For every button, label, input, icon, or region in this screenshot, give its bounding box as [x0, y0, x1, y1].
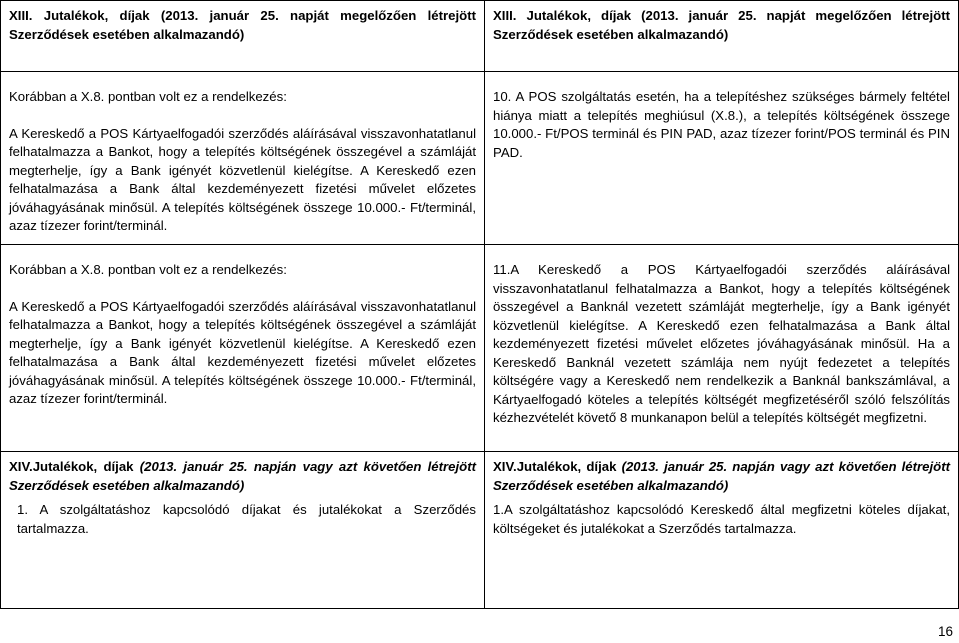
section-heading: XIV.Jutalékok, díjak (2013. január 25. napján vagy azt követően létrejött Szerződések esetében alkalmazandó) [9, 459, 477, 493]
page-number: 16 [937, 623, 953, 639]
section-heading: XIII. Jutalékok, díjak (2013. január 25. napját megelőzően létrejött Szerződések esetében alkalmazandó) [493, 8, 950, 42]
row1-right-cell [484, 0, 959, 72]
intro-text: Korábban a X.8. pontban volt ez a rendelkezés: [9, 262, 287, 277]
row4-right-cell [484, 451, 959, 609]
row2-right-cell [484, 71, 959, 245]
row4-left-cell [0, 451, 485, 609]
paragraph: 10. A POS szolgáltatás esetén, ha a telepítéshez szükséges bármely feltétel hiánya miatt a telepítés meghiúsul (X.8.), a telepítés költségének összege 10.000.- Ft/POS terminál és PIN PAD, azaz tízezer forint/POS terminál és PIN PAD. [493, 89, 950, 160]
section-heading: XIII. Jutalékok, díjak (2013. január 25. napját megelőzően létrejött Szerződések esetében alkalmazandó) [9, 8, 476, 42]
paragraph: A Kereskedő a POS Kártyaelfogadói szerződés aláírásával visszavonhatatlanul felhatalmazza a Bankot, hogy a telepítés költségének összegével a számláját megterhelje, így a Bank igényét közvetlenül kielégítse. A Kereskedő ezen felhatalmazása a Bank által kezdeményezett fizetési művelet előzetes jóváhagyásának minősül. A telepítés költségének összege 10.000.- Ft/terminál, azaz tízezer forint/terminál. [9, 298, 476, 406]
row3-right-cell [484, 244, 959, 452]
paragraph: 11.A Kereskedő a POS Kártyaelfogadói szerződés aláírásával visszavonhatatlanul felhatalmazza a Bankot, hogy a telepítés költségének összegével a Banknál vezetett számláját megterhelje, így a Bank igényét közvetlenül kielégítse. A Kereskedő ezen felhatalmazása a Bank által kezdeményezett fizetési művelet előzetes jóváhagyásának minősül. Ha a Kereskedő Banknál vezetett számlája nem nyújt fedezetet a telepítés költségére vagy a Kereskedő nem rendelkezik a Banknál bankszámlával, a Kártyaelfogadó köteles a telepítés költségét megfizetéséről szóló felszólítás kézhezvételét követő 8 munkanapon belül a telepítés költségét megfizetni. [493, 262, 950, 425]
paragraph: 1. A szolgáltatáshoz kapcsolódó díjakat és jutalékokat a Szerződés tartalmazza. [17, 502, 476, 536]
intro-text: Korábban a X.8. pontban volt ez a rendelkezés: [9, 89, 287, 104]
row1-left-cell [0, 0, 485, 72]
paragraph: 1.A szolgáltatáshoz kapcsolódó Kereskedő által megfizetni köteles díjakat, költségeket és jutalékokat a Szerződés tartalmazza. [493, 502, 950, 536]
row3-left-cell [0, 244, 485, 452]
paragraph: A Kereskedő a POS Kártyaelfogadói szerződés aláírásával visszavonhatatlanul felhatalmazza a Bankot, hogy a telepítés költségének összegével a számláját megterhelje, így a Bank igényét közvetlenül kielégítse. A Kereskedő ezen felhatalmazása a Bank által kezdeményezett fizetési művelet előzetes jóváhagyásának minősül. A telepítés költségének összege 10.000.- Ft/terminál, azaz tízezer forint/terminál. [9, 125, 476, 233]
section-heading: XIV.Jutalékok, díjak (2013. január 25. napján vagy azt követően létrejött Szerződések esetében alkalmazandó) [493, 459, 951, 493]
row2-left-cell [0, 71, 485, 245]
